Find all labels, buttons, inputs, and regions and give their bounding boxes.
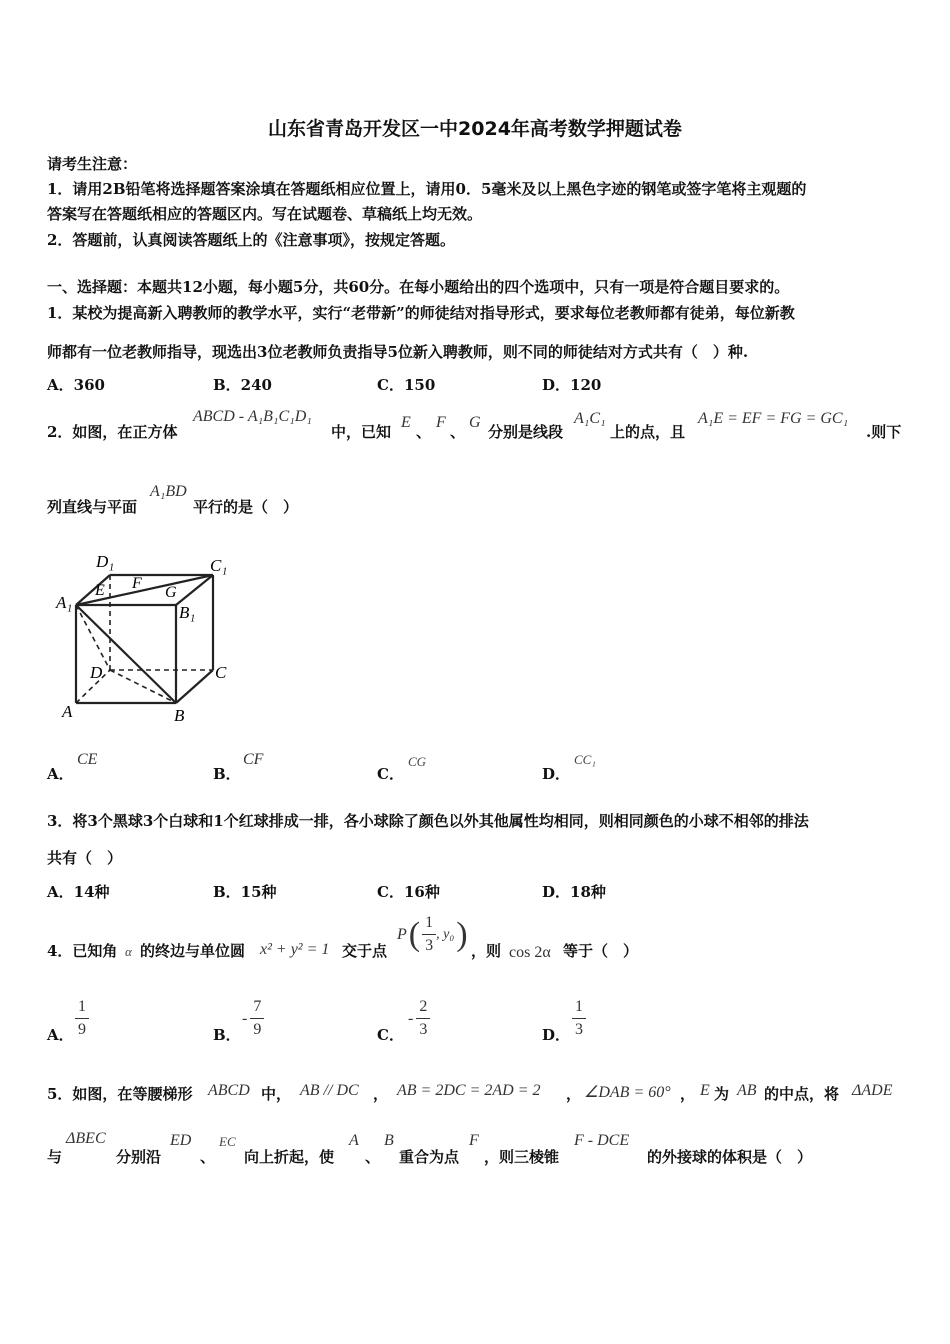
label-e: E xyxy=(95,582,105,599)
q5-stem-2: 中， xyxy=(261,1085,292,1103)
q2-stem-4: 上的点，且 xyxy=(610,423,686,441)
q4-cos: cos 2α xyxy=(509,944,551,961)
label-d: D xyxy=(90,663,103,682)
q5-stem-7: 向上折起，使 xyxy=(244,1148,335,1166)
q4-option-a-den: 9 xyxy=(78,1021,86,1038)
q4-option-d-letter: D． xyxy=(542,1026,571,1044)
q4-option-c-value xyxy=(408,998,430,1039)
q4-point-num: 1 xyxy=(425,914,434,931)
q5-stem-9: ，则三棱锥 xyxy=(484,1148,560,1166)
q5-angle: ∠DAB = 60° xyxy=(584,1084,671,1101)
q2-stem-2: 中，已知 xyxy=(331,423,392,441)
q4-left-paren: ( xyxy=(408,915,421,953)
q4-option-b-den: 9 xyxy=(253,1021,262,1038)
notice-line-1b: 答案写在答题纸相应的答题区内。写在试题卷、草稿纸上均无效。 xyxy=(47,205,483,223)
q4-alpha: α xyxy=(125,944,132,959)
q2-stem-5: .则下 xyxy=(866,423,902,441)
q5-line-ec: EC xyxy=(219,1134,236,1149)
notice-heading: 请考生注意： xyxy=(47,155,138,173)
q2-sep-1: 、 xyxy=(416,423,432,441)
q5-comma-2: ， xyxy=(566,1085,582,1103)
label-b: B xyxy=(174,706,185,725)
q4-point-y: , y₀ xyxy=(436,926,455,942)
q4-option-c-letter: C． xyxy=(377,1026,404,1044)
q2-option-d-letter: D． xyxy=(542,765,571,783)
q4-right-paren: ) xyxy=(456,915,468,953)
q5-point-f: F xyxy=(469,1132,479,1149)
cube-figure xyxy=(50,545,250,725)
q1-line-1: 1．某校为提高新入聘教师的教学水平，实行“老带新”的师徒结对指导形式，要求每位老教师都有徒弟，每位新教 xyxy=(47,304,795,322)
q5-sep-1: 、 xyxy=(200,1148,216,1166)
q2-option-c-value: CG xyxy=(408,754,427,769)
q3-line-2: 共有（ ） xyxy=(47,849,123,867)
q5-stem-6: 分别沿 xyxy=(116,1148,162,1166)
q4-option-c-sign: - xyxy=(408,1009,414,1027)
q5-sep-2: 、 xyxy=(365,1148,381,1166)
q4-stem-4: ，则 xyxy=(471,942,502,960)
q4-option-d-value xyxy=(572,998,586,1039)
q5-line-ed: ED xyxy=(170,1132,192,1149)
q5-lengths: AB = 2DC = 2AD = 2 xyxy=(397,1082,541,1099)
q5-point-e: E xyxy=(700,1082,710,1099)
q3-line-1: 3．将3个黑球3个白球和1个红球排成一排，各小球除了颜色以外其他属性均相同，则相同颜色的小球不相邻的排法 xyxy=(47,812,809,830)
q2-point-f: F xyxy=(436,414,446,431)
q4-stem-1: 4．已知角 xyxy=(47,942,118,960)
q4-circle: x² + y² = 1 xyxy=(260,941,330,958)
q1-option-b: B．240 xyxy=(213,376,272,394)
q4-option-d-den: 3 xyxy=(575,1021,583,1038)
q2-cube-name: ABCD - A₁B₁C₁D₁ xyxy=(193,408,312,425)
q2-option-d-value: CC₁ xyxy=(574,752,596,767)
q4-option-a-letter: A． xyxy=(47,1026,74,1044)
q5-stem-10: 的外接球的体积是（ ） xyxy=(647,1148,813,1166)
fraction-bar xyxy=(422,934,436,935)
q2-option-b-value: CF xyxy=(243,751,264,768)
label-a: A xyxy=(62,702,73,721)
q4-option-b-num: 7 xyxy=(253,998,262,1015)
label-a1: A₁ xyxy=(56,593,73,612)
edge-d-b xyxy=(110,670,176,703)
q3-option-c: C．16种 xyxy=(377,883,440,901)
section-heading: 一、选择题：本题共12小题，每小题5分，共60分。在每小题给出的四个选项中，只有一项是符合题目要求的。 xyxy=(47,278,790,296)
q4-option-b-sign: - xyxy=(242,1009,248,1027)
q4-point xyxy=(397,914,468,955)
q4-point-den: 3 xyxy=(425,937,434,954)
q1-option-d: D．120 xyxy=(542,376,602,394)
q2-condition: A₁E = EF = FG = GC₁ xyxy=(698,410,849,427)
q4-point-name: P xyxy=(397,925,407,943)
q5-comma-1: ， xyxy=(373,1085,389,1103)
edge-b-c xyxy=(176,670,213,703)
q4-option-c-num: 2 xyxy=(419,998,428,1015)
q5-stem-1: 5．如图，在等腰梯形 xyxy=(47,1085,193,1103)
q5-parallel: AB // DC xyxy=(300,1082,359,1099)
q5-stem-5: 与 xyxy=(47,1148,63,1166)
q5-point-b: B xyxy=(384,1132,394,1149)
q2-point-e: E xyxy=(401,414,411,431)
label-c1: C₁ xyxy=(210,556,228,575)
q2-option-b-letter: B． xyxy=(213,765,241,783)
q4-option-c-den: 3 xyxy=(419,1021,428,1038)
page-title: 山东省青岛开发区一中2024年高考数学押题试卷 xyxy=(268,118,682,140)
q1-line-2: 师都有一位老教师指导，现选出3位老教师负责指导5位新入聘教师，则不同的师徒结对方式共有（ ）种. xyxy=(47,343,749,361)
q2-option-a-letter: A． xyxy=(47,765,74,783)
notice-line-2: 2．答题前，认真阅读答题纸上的《注意事项》，按规定答题。 xyxy=(47,231,455,249)
q4-stem-5: 等于（ ） xyxy=(563,942,639,960)
q2-sep-2: 、 xyxy=(450,423,466,441)
q5-pyramid: F - DCE xyxy=(574,1132,630,1149)
q4-stem-2: 的终边与单位圆 xyxy=(140,942,246,960)
q4-option-a-value xyxy=(75,998,89,1039)
q3-option-a: A．14种 xyxy=(47,883,110,901)
q2-stem-3: 分别是线段 xyxy=(488,423,564,441)
q4-option-a-num: 1 xyxy=(78,998,86,1015)
notice-line-1: 1．请用2B铅笔将选择题答案涂填在答题纸相应位置上，请用0．5毫米及以上黑色字迹的钢笔或签字笔将主观题的 xyxy=(47,180,807,198)
q4-stem-3: 交于点 xyxy=(342,942,388,960)
q2-plane: A₁BD xyxy=(150,483,187,500)
q5-point-a: A xyxy=(349,1132,359,1149)
q1-option-c: C．150 xyxy=(377,376,436,394)
q5-stem-3: 为 xyxy=(714,1085,730,1103)
q5-trapezoid: ABCD xyxy=(208,1082,250,1099)
q5-triangle-ade: ΔADE xyxy=(852,1082,893,1099)
label-d1: D₁ xyxy=(96,552,115,571)
q5-stem-4: 的中点，将 xyxy=(764,1085,840,1103)
q5-triangle-bec: ΔBEC xyxy=(66,1130,106,1147)
q5-stem-8: 重合为点 xyxy=(399,1148,460,1166)
q5-segment-ab: AB xyxy=(737,1082,757,1099)
q3-option-d: D．18种 xyxy=(542,883,606,901)
q2-stem-7: 平行的是（ ） xyxy=(193,498,299,516)
q2-stem-6: 列直线与平面 xyxy=(47,498,138,516)
label-g: G xyxy=(165,584,177,601)
q4-option-d-num: 1 xyxy=(575,998,583,1015)
q3-option-b: B．15种 xyxy=(213,883,277,901)
edge-a1-d xyxy=(76,605,110,670)
q2-point-g: G xyxy=(469,414,481,431)
q2-segment: A₁C₁ xyxy=(574,410,606,427)
q1-option-a: A．360 xyxy=(47,376,105,394)
q4-point-fraction xyxy=(422,914,436,955)
label-b1: B₁ xyxy=(179,603,196,622)
q4-option-b-letter: B． xyxy=(213,1026,241,1044)
q2-option-a-value: CE xyxy=(77,751,98,768)
label-c: C xyxy=(215,663,227,682)
q2-option-c-letter: C． xyxy=(377,765,404,783)
q5-comma-3: ， xyxy=(680,1085,696,1103)
q4-option-b-value xyxy=(242,998,264,1039)
q2-stem-1: 2．如图，在正方体 xyxy=(47,423,178,441)
label-f: F xyxy=(132,575,142,592)
